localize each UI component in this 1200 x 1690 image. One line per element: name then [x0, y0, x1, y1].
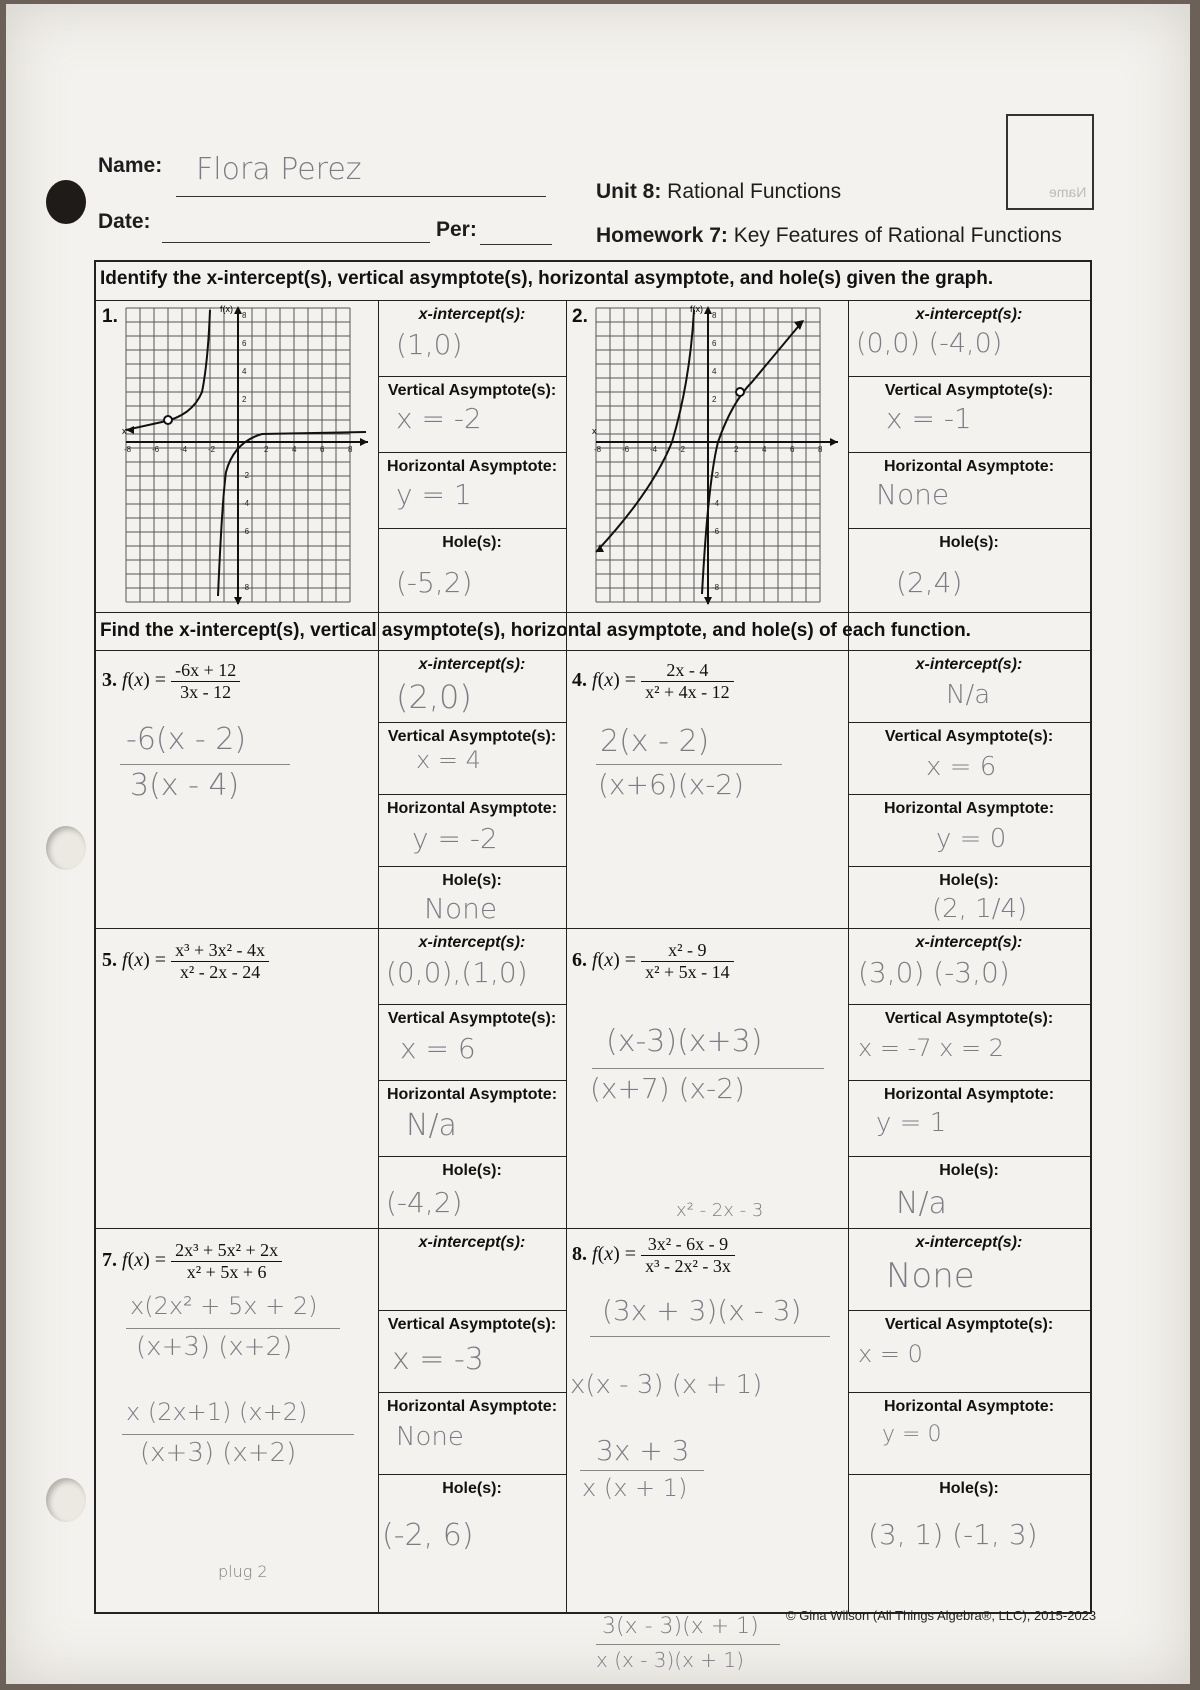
va-label: Vertical Asymptote(s):: [884, 1316, 1054, 1333]
rule: [378, 1080, 566, 1081]
answer-ha[interactable]: None: [396, 1422, 464, 1452]
hole-point: [164, 416, 172, 424]
name-line: [176, 196, 546, 197]
rule: [378, 452, 566, 453]
work-numerator: x(2x² + 5x + 2): [130, 1292, 318, 1320]
rule: [96, 1228, 1090, 1229]
work-numerator-2: 3x + 3: [596, 1434, 690, 1467]
svg-text:-2: -2: [678, 445, 686, 454]
answer-va[interactable]: x = -1: [886, 402, 972, 435]
date-line[interactable]: [162, 242, 430, 243]
hole-point: [736, 388, 744, 396]
ha-label: Horizontal Asymptote:: [883, 1086, 1055, 1103]
fn-numerator: 3x² - 6x - 9: [641, 1234, 735, 1256]
svg-text:-4: -4: [242, 499, 250, 508]
function-3: 3. f(x) = $\frac{-6x + 12}{3x - 12}$: [102, 660, 240, 703]
hole-label: Hole(s):: [939, 872, 999, 889]
graph-fx-label: f(x): [690, 304, 703, 314]
unit-title: [596, 180, 841, 204]
work-fraction-bar: [592, 1068, 824, 1069]
answer-xint[interactable]: (2,0): [396, 678, 472, 716]
hole-punch: [46, 1478, 86, 1522]
period-label: Per:: [436, 218, 477, 241]
student-name[interactable]: Flora Perez: [196, 152, 362, 187]
answer-va[interactable]: x = 0: [858, 1340, 923, 1368]
hole-label: Hole(s):: [442, 534, 502, 551]
curve-left: [596, 310, 694, 552]
fn-denominator: x³ - 2x² - 3x: [645, 1256, 731, 1276]
answer-ha[interactable]: None: [876, 478, 950, 511]
graph-x-label: x: [592, 426, 597, 436]
homework-name: Key Features of Rational Functions: [733, 224, 1062, 247]
answer-va[interactable]: x = -7 x = 2: [858, 1034, 1004, 1062]
graph-fx-label: f(x): [220, 304, 233, 314]
work-denominator: (x+6)(x-2): [598, 768, 745, 801]
answer-ha[interactable]: N/a: [406, 1108, 457, 1143]
answer-xint[interactable]: (3,0) (-3,0): [858, 956, 1010, 989]
rule: [848, 1392, 1090, 1393]
rule: [378, 866, 566, 867]
svg-text:-6: -6: [622, 445, 630, 454]
name-label: Name:: [98, 154, 163, 177]
section1-instruction: Identify the x-intercept(s), vertical asymptote(s), horizontal asymptote, and hole(s) given the graph.: [100, 268, 994, 289]
fn-denominator: x² + 5x - 14: [645, 962, 730, 982]
work-fraction-bar: [590, 1336, 830, 1337]
answer-ha[interactable]: y = -2: [412, 822, 498, 855]
answer-va[interactable]: x = 6: [400, 1032, 476, 1065]
answer-ha[interactable]: y = 1: [396, 478, 472, 511]
period-line[interactable]: [480, 244, 552, 245]
xint-label: x-intercept(s):: [418, 656, 526, 673]
hole-label: Hole(s):: [442, 1162, 502, 1179]
rule: [848, 452, 1090, 453]
work-denominator: x(x - 3) (x + 1): [570, 1370, 763, 1400]
ha-label: Horizontal Asymptote:: [386, 458, 558, 475]
name-box: [1006, 114, 1094, 210]
fn-numerator: 2x³ + 5x² + 2x: [171, 1240, 282, 1262]
unit-name: Rational Functions: [667, 180, 842, 203]
work-numerator-3: 3(x - 3)(x + 1): [602, 1614, 759, 1639]
answer-hole[interactable]: (-4,2): [386, 1186, 463, 1219]
rule: [378, 528, 566, 529]
answer-va[interactable]: x = -3: [392, 1342, 484, 1377]
ha-label: Horizontal Asymptote:: [386, 800, 558, 817]
rule: [96, 928, 1090, 929]
answer-ha[interactable]: y = 1: [876, 1108, 947, 1138]
rule: [378, 1156, 566, 1157]
rule: [96, 650, 1090, 651]
work-denominator: (x+3) (x+2): [136, 1332, 293, 1362]
svg-text:-8: -8: [712, 583, 720, 592]
rule: [848, 794, 1090, 795]
answer-hole[interactable]: (2, 1/4): [932, 894, 1028, 924]
answer-ha[interactable]: y = 0: [882, 1422, 942, 1447]
fn-denominator: x² + 4x - 12: [645, 682, 730, 702]
answer-ha[interactable]: y = 0: [936, 824, 1007, 854]
fn-numerator: 2x - 4: [641, 660, 734, 682]
rule: [96, 300, 1090, 301]
curve-right: [702, 322, 802, 594]
va-label: Vertical Asymptote(s):: [387, 728, 557, 745]
fn-numerator: x² - 9: [641, 940, 734, 962]
work-fraction-bar: [122, 1434, 354, 1435]
ha-label: Horizontal Asymptote:: [883, 458, 1055, 475]
svg-text:8: 8: [242, 311, 247, 320]
hole-label: Hole(s):: [939, 534, 999, 551]
xint-label: x-intercept(s):: [915, 1234, 1023, 1251]
svg-text:-2: -2: [242, 471, 250, 480]
problem-number: 5.: [102, 949, 117, 972]
problem-number: 3.: [102, 669, 117, 692]
answer-xint[interactable]: None: [886, 1256, 975, 1296]
xint-label: x-intercept(s):: [418, 1234, 526, 1251]
hole-punch: [46, 826, 86, 870]
rule: [848, 1004, 1090, 1005]
svg-text:-4: -4: [712, 499, 720, 508]
answer-va[interactable]: x = 4: [416, 746, 481, 774]
rule: [848, 1080, 1090, 1081]
svg-text:2: 2: [712, 395, 717, 404]
answer-xint[interactable]: (1,0): [396, 328, 463, 361]
fn-numerator: -6x + 12: [171, 660, 240, 682]
svg-text:8: 8: [348, 445, 353, 454]
answer-hole[interactable]: N/a: [896, 1186, 947, 1221]
problem-table: [94, 260, 1092, 1614]
rule: [566, 300, 567, 1612]
homework-number: Homework 7:: [596, 224, 728, 247]
function-6: 6. f(x) = $\frac{\text{x² - 9}}{\text{x² + 5x - 14}}$: [572, 940, 734, 983]
svg-text:2: 2: [264, 445, 269, 454]
function-7: 7. f(x) = $\frac{\text{2x³ + 5x² + 2x}}{\text{x² + 5x + 6}}$: [102, 1240, 282, 1283]
graph-problem-2: [592, 302, 842, 606]
xint-label: x-intercept(s):: [915, 306, 1023, 323]
xint-label: x-intercept(s):: [915, 656, 1023, 673]
rule: [378, 1310, 566, 1311]
work-denominator-3: x (x - 3)(x + 1): [596, 1648, 744, 1672]
work-numerator: (3x + 3)(x - 3): [602, 1294, 802, 1327]
va-label: Vertical Asymptote(s):: [387, 1316, 557, 1333]
problem-number: 1.: [102, 306, 118, 327]
rule: [378, 376, 566, 377]
xint-label: x-intercept(s):: [418, 934, 526, 951]
date-label: Date:: [98, 210, 151, 233]
hole-label: Hole(s):: [939, 1162, 999, 1179]
function-5: 5. f(x) = $\frac{\text{x³ + 3x² - 4x}}{\text{x² - 2x - 24}}$: [102, 940, 269, 983]
svg-text:-8: -8: [594, 445, 602, 454]
answer-xint[interactable]: N/a: [946, 680, 991, 710]
svg-text:-6: -6: [242, 527, 250, 536]
rule: [848, 376, 1090, 377]
answer-hole[interactable]: None: [424, 892, 498, 925]
work-denominator-2: (x+3) (x+2): [140, 1438, 297, 1468]
rule: [96, 612, 1090, 613]
rule: [848, 1474, 1090, 1475]
homework-title: [596, 224, 1062, 248]
work-fraction-bar: [596, 764, 782, 765]
svg-text:6: 6: [712, 339, 717, 348]
svg-text:-8: -8: [124, 445, 132, 454]
svg-text:-6: -6: [712, 527, 720, 536]
work-note: x² - 2x - 3: [676, 1200, 764, 1221]
copyright: © Gina Wilson (All Things Algebra®, LLC), 2015-2023: [786, 1608, 1097, 1623]
fn-denominator: x² + 5x + 6: [186, 1262, 267, 1282]
rule: [848, 866, 1090, 867]
svg-text:2: 2: [734, 445, 739, 454]
name-box-text: Name: [1048, 184, 1086, 200]
fn-denominator: x² - 2x - 24: [179, 962, 261, 982]
rule: [378, 794, 566, 795]
rule: [848, 1310, 1090, 1311]
ha-label: Horizontal Asymptote:: [883, 1398, 1055, 1415]
work-fraction-bar: [120, 764, 290, 765]
work-note: plug 2: [218, 1562, 268, 1581]
svg-text:6: 6: [790, 445, 795, 454]
rule: [378, 722, 566, 723]
va-label: Vertical Asymptote(s):: [387, 1010, 557, 1027]
svg-text:-4: -4: [180, 445, 188, 454]
svg-text:-2: -2: [208, 445, 216, 454]
hole-label: Hole(s):: [442, 872, 502, 889]
unit-number: Unit 8:: [596, 180, 662, 203]
svg-text:2: 2: [242, 395, 247, 404]
graph-x-label: x: [122, 426, 127, 436]
rule: [378, 1474, 566, 1475]
work-numerator: -6(x - 2): [126, 722, 247, 757]
answer-va[interactable]: x = 6: [926, 752, 997, 782]
fn-denominator: 3x - 12: [180, 682, 232, 702]
rule: [848, 528, 1090, 529]
fn-numerator: x³ + 3x² - 4x: [171, 940, 269, 962]
work-fraction-bar: [596, 1644, 780, 1645]
va-label: Vertical Asymptote(s):: [884, 1010, 1054, 1027]
answer-va[interactable]: x = -2: [396, 402, 482, 435]
svg-text:-4: -4: [650, 445, 658, 454]
work-numerator: (x-3)(x+3): [606, 1024, 763, 1059]
ha-label: Horizontal Asymptote:: [883, 800, 1055, 817]
svg-text:4: 4: [712, 367, 717, 376]
rule: [848, 1156, 1090, 1157]
function-8: 8. f(x) = $\frac{\text{3x² - 6x - 9}}{\text{x³ - 2x² - 3x}}$: [572, 1234, 735, 1277]
section2-instruction: Find the x-intercept(s), vertical asymptote(s), horizontal asymptote, and hole(s) of each function.: [100, 620, 971, 641]
svg-text:8: 8: [712, 311, 717, 320]
svg-text:8: 8: [818, 445, 823, 454]
problem-number: 7.: [102, 1249, 117, 1272]
hole-label: Hole(s):: [939, 1480, 999, 1497]
problem-number: 4.: [572, 669, 587, 692]
svg-text:4: 4: [762, 445, 767, 454]
work-numerator-2: x (2x+1) (x+2): [126, 1398, 308, 1426]
rule: [848, 722, 1090, 723]
svg-text:6: 6: [320, 445, 325, 454]
ha-label: Horizontal Asymptote:: [386, 1398, 558, 1415]
work-fraction-bar: [580, 1470, 704, 1471]
hole-label: Hole(s):: [442, 1480, 502, 1497]
svg-text:6: 6: [242, 339, 247, 348]
answer-hole[interactable]: (-5,2): [396, 566, 473, 599]
answer-xint[interactable]: (0,0) (-4,0): [856, 328, 1003, 359]
graph-problem-1: [122, 302, 372, 606]
work-denominator: 3(x - 4): [130, 768, 240, 803]
answer-hole[interactable]: (-2, 6): [382, 1518, 474, 1553]
work-fraction-bar: [126, 1328, 340, 1329]
curve-right: [218, 432, 366, 596]
problem-number: 8.: [572, 1243, 587, 1266]
svg-text:4: 4: [292, 445, 297, 454]
va-label: Vertical Asymptote(s):: [884, 382, 1054, 399]
rule: [378, 1004, 566, 1005]
function-4: 4. f(x) = $\frac{2x - 4}{\text{x² + 4x - 12}}$: [572, 660, 734, 703]
answer-hole[interactable]: (3, 1) (-1, 3): [868, 1518, 1038, 1551]
svg-text:-2: -2: [712, 471, 720, 480]
svg-text:4: 4: [242, 367, 247, 376]
rule: [378, 1392, 566, 1393]
work-denominator-2: x (x + 1): [582, 1474, 688, 1502]
xint-label: x-intercept(s):: [915, 934, 1023, 951]
problem-number: 6.: [572, 949, 587, 972]
work-denominator: (x+7) (x-2): [590, 1072, 745, 1105]
worksheet-paper: [6, 4, 1190, 1684]
ha-label: Horizontal Asymptote:: [386, 1086, 558, 1103]
va-label: Vertical Asymptote(s):: [884, 728, 1054, 745]
svg-text:-8: -8: [242, 583, 250, 592]
answer-hole[interactable]: (2,4): [896, 566, 963, 599]
work-numerator: 2(x - 2): [600, 724, 710, 759]
svg-text:-6: -6: [152, 445, 160, 454]
va-label: Vertical Asymptote(s):: [387, 382, 557, 399]
answer-xint[interactable]: (0,0),(1,0): [386, 956, 528, 989]
problem-number: 2.: [572, 306, 588, 327]
xint-label: x-intercept(s):: [418, 306, 526, 323]
hole-punch: [46, 180, 86, 224]
